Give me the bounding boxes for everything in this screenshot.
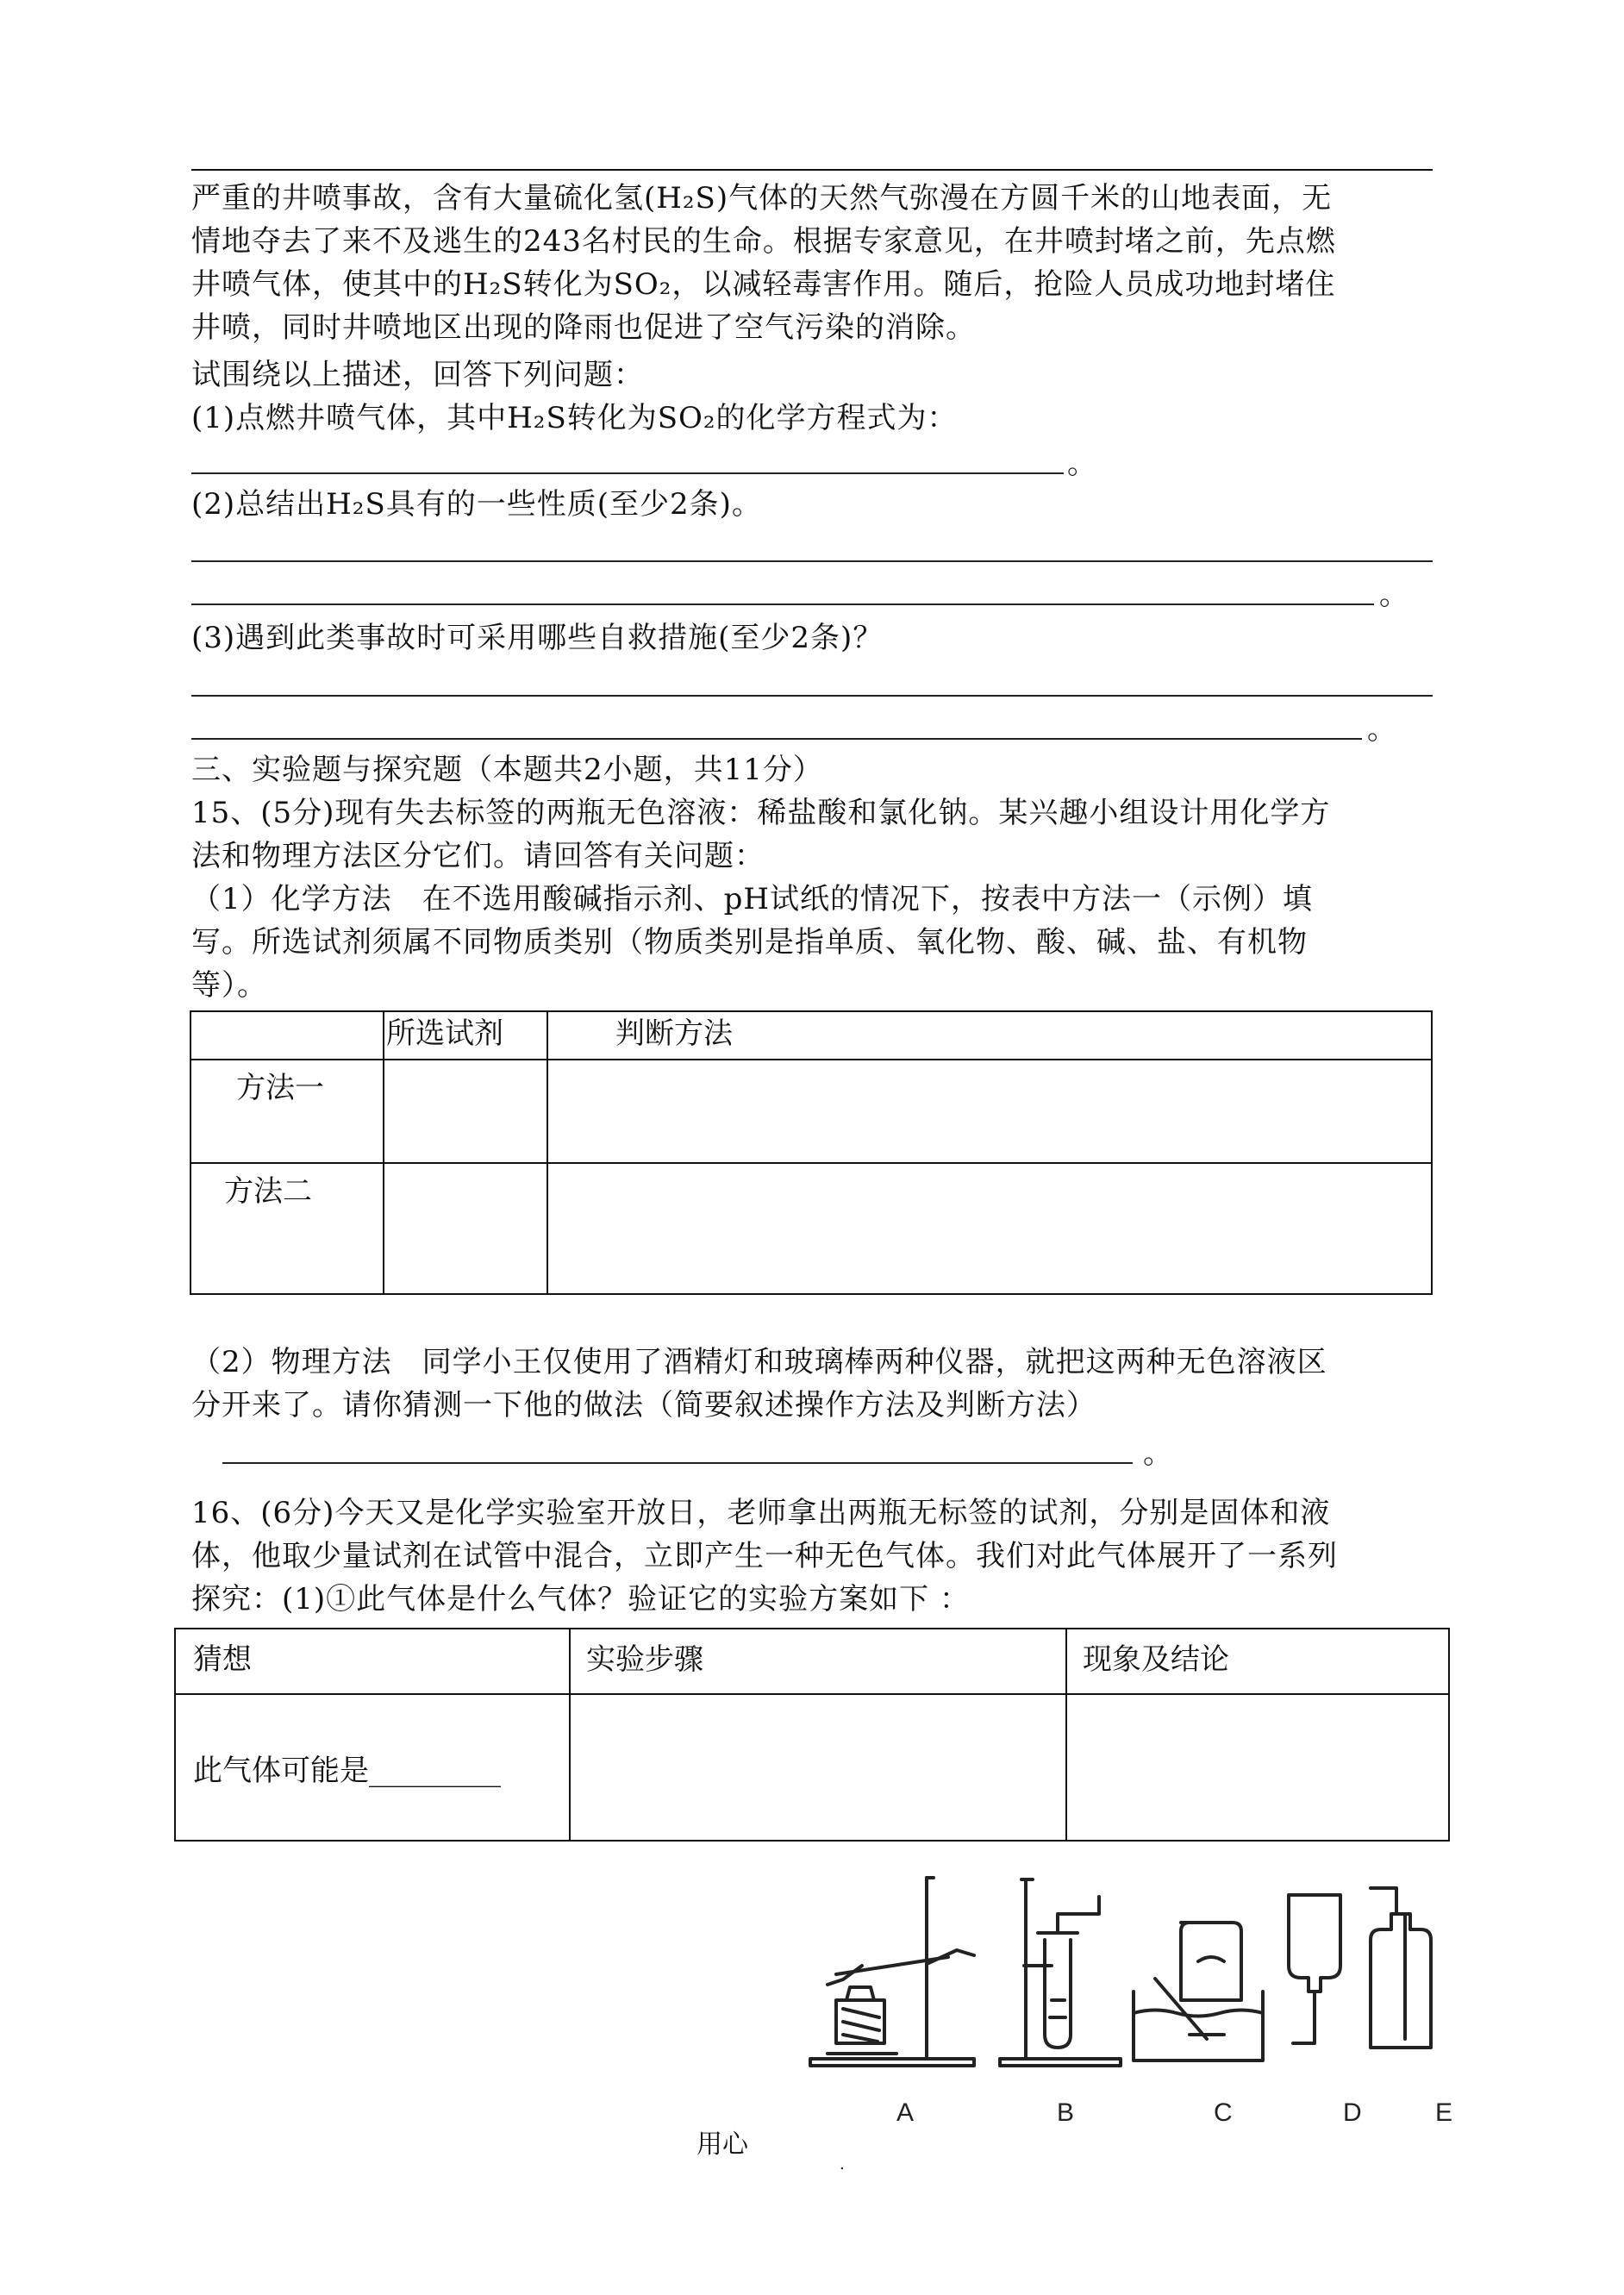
q14-part-2: (2)总结出H₂S具有的一些性质(至少2条)。	[191, 487, 762, 522]
intro-line-2: 情地夺去了来不及逃生的243名村民的生命。根据专家意见，在井喷封堵之前，先点燃	[191, 224, 1336, 259]
reagent-input-cell[interactable]	[384, 1163, 547, 1294]
table-header-cell	[547, 1011, 1432, 1060]
apparatus-a-heating-setup	[810, 1878, 974, 2066]
row-method-1: 方法一	[236, 1071, 324, 1105]
answer-blank-5[interactable]	[191, 738, 1362, 740]
q15-line-3: （1）化学方法 在不选用酸碱指示剂、pH试纸的情况下，按表中方法一（示例）填	[191, 882, 1314, 916]
apparatus-e-gas-bottle	[1371, 1888, 1431, 2048]
end-mark: 。	[1367, 712, 1396, 747]
q15-physical-line-1: （2）物理方法 同学小王仅使用了酒精灯和玻璃棒两种仪器，就把这两种无色溶液区	[191, 1345, 1327, 1379]
q15-method-table	[190, 1010, 1433, 1295]
q16-line-3: 探究：(1)①此气体是什么气体？验证它的实验方案如下 ：	[191, 1582, 970, 1617]
header-guess: 猜想	[193, 1642, 252, 1677]
intro-line-5: 试围绕以上描述，回答下列问题：	[191, 358, 644, 392]
footer-dot: .	[840, 2155, 845, 2173]
apparatus-c-water-trough	[1134, 1923, 1263, 2060]
q15-physical-line-2: 分开来了。请你猜测一下他的做法（简要叙述操作方法及判断方法）	[191, 1388, 1096, 1423]
row-method-2: 方法二	[224, 1174, 312, 1209]
q15-line-2: 法和物理方法区分它们。请回答有关问题：	[191, 839, 765, 873]
header-method: 判断方法	[615, 1016, 733, 1051]
answer-blank-2[interactable]	[191, 560, 1433, 562]
result-input-cell[interactable]	[1066, 1694, 1449, 1841]
intro-line-1: 严重的井喷事故，含有大量硫化氢(H₂S)气体的天然气弥漫在方圆千米的山地表面，无	[191, 181, 1333, 216]
answer-blank-6[interactable]	[222, 1462, 1133, 1464]
answer-blank-1[interactable]	[191, 472, 1064, 474]
table-header-cell	[1066, 1629, 1449, 1694]
guess-cell[interactable]	[175, 1694, 570, 1841]
apparatus-d-inverted-bottle	[1289, 1895, 1340, 2043]
answer-blank-3[interactable]	[191, 603, 1374, 605]
header-result: 现象及结论	[1083, 1642, 1229, 1677]
reagent-input-cell[interactable]	[384, 1060, 547, 1163]
footer-text: 用心	[696, 2129, 748, 2160]
table-header-cell	[570, 1629, 1066, 1694]
q14-part-1: (1)点燃井喷气体，其中H₂S转化为SO₂的化学方程式为：	[191, 401, 958, 435]
header-steps: 实验步骤	[586, 1642, 703, 1677]
q15-line-1: 15、(5分)现有失去标签的两瓶无色溶液：稀盐酸和氯化钠。某兴趣小组设计用化学方	[191, 796, 1331, 830]
method-input-cell[interactable]	[547, 1060, 1432, 1163]
apparatus-label-e: E	[1435, 2098, 1453, 2127]
guess-text: 此气体可能是_________	[193, 1753, 501, 1788]
q15-line-5: 等）。	[191, 968, 267, 1003]
intro-line-4: 井喷，同时井喷地区出现的降雨也促进了空气污染的消除。	[191, 310, 976, 345]
apparatus-figure	[802, 1871, 1491, 2129]
table-corner-cell	[191, 1011, 384, 1060]
section-3-title: 三、实验题与探究题（本题共2小题，共11分）	[191, 753, 823, 787]
header-reagent: 所选试剂	[386, 1016, 503, 1051]
apparatus-label-c: C	[1214, 2098, 1233, 2127]
end-mark: 。	[1379, 578, 1409, 612]
apparatus-label-b: B	[1057, 2098, 1075, 2127]
top-rule	[191, 169, 1433, 171]
q16-line-1: 16、(6分)今天又是化学实验室开放日，老师拿出两瓶无标签的试剂，分别是固体和液	[191, 1496, 1331, 1530]
table-row-label-cell	[191, 1060, 384, 1163]
q14-part-3: (3)遇到此类事故时可采用哪些自救措施(至少2条)？	[191, 621, 884, 655]
table-header-cell	[384, 1011, 547, 1060]
end-mark: 。	[1067, 447, 1096, 481]
intro-line-3: 井喷气体，使其中的H₂S转化为SO₂，以减轻毒害作用。随后，抢险人员成功地封堵住	[191, 267, 1336, 302]
method-input-cell[interactable]	[547, 1163, 1432, 1294]
apparatus-b-gas-generator	[1000, 1879, 1121, 2066]
apparatus-label-a: A	[896, 2098, 915, 2127]
apparatus-label-d: D	[1343, 2098, 1362, 2127]
steps-input-cell[interactable]	[570, 1694, 1066, 1841]
table-row-label-cell	[191, 1163, 384, 1294]
end-mark: 。	[1143, 1436, 1172, 1471]
q16-experiment-table	[174, 1628, 1450, 1842]
answer-blank-4[interactable]	[191, 695, 1433, 697]
table-header-cell	[175, 1629, 570, 1694]
q15-line-4: 写。所选试剂须属不同物质类别（物质类别是指单质、氧化物、酸、碱、盐、有机物	[191, 925, 1308, 960]
q16-line-2: 体，他取少量试剂在试管中混合，立即产生一种无色气体。我们对此气体展开了一系列	[191, 1539, 1338, 1573]
